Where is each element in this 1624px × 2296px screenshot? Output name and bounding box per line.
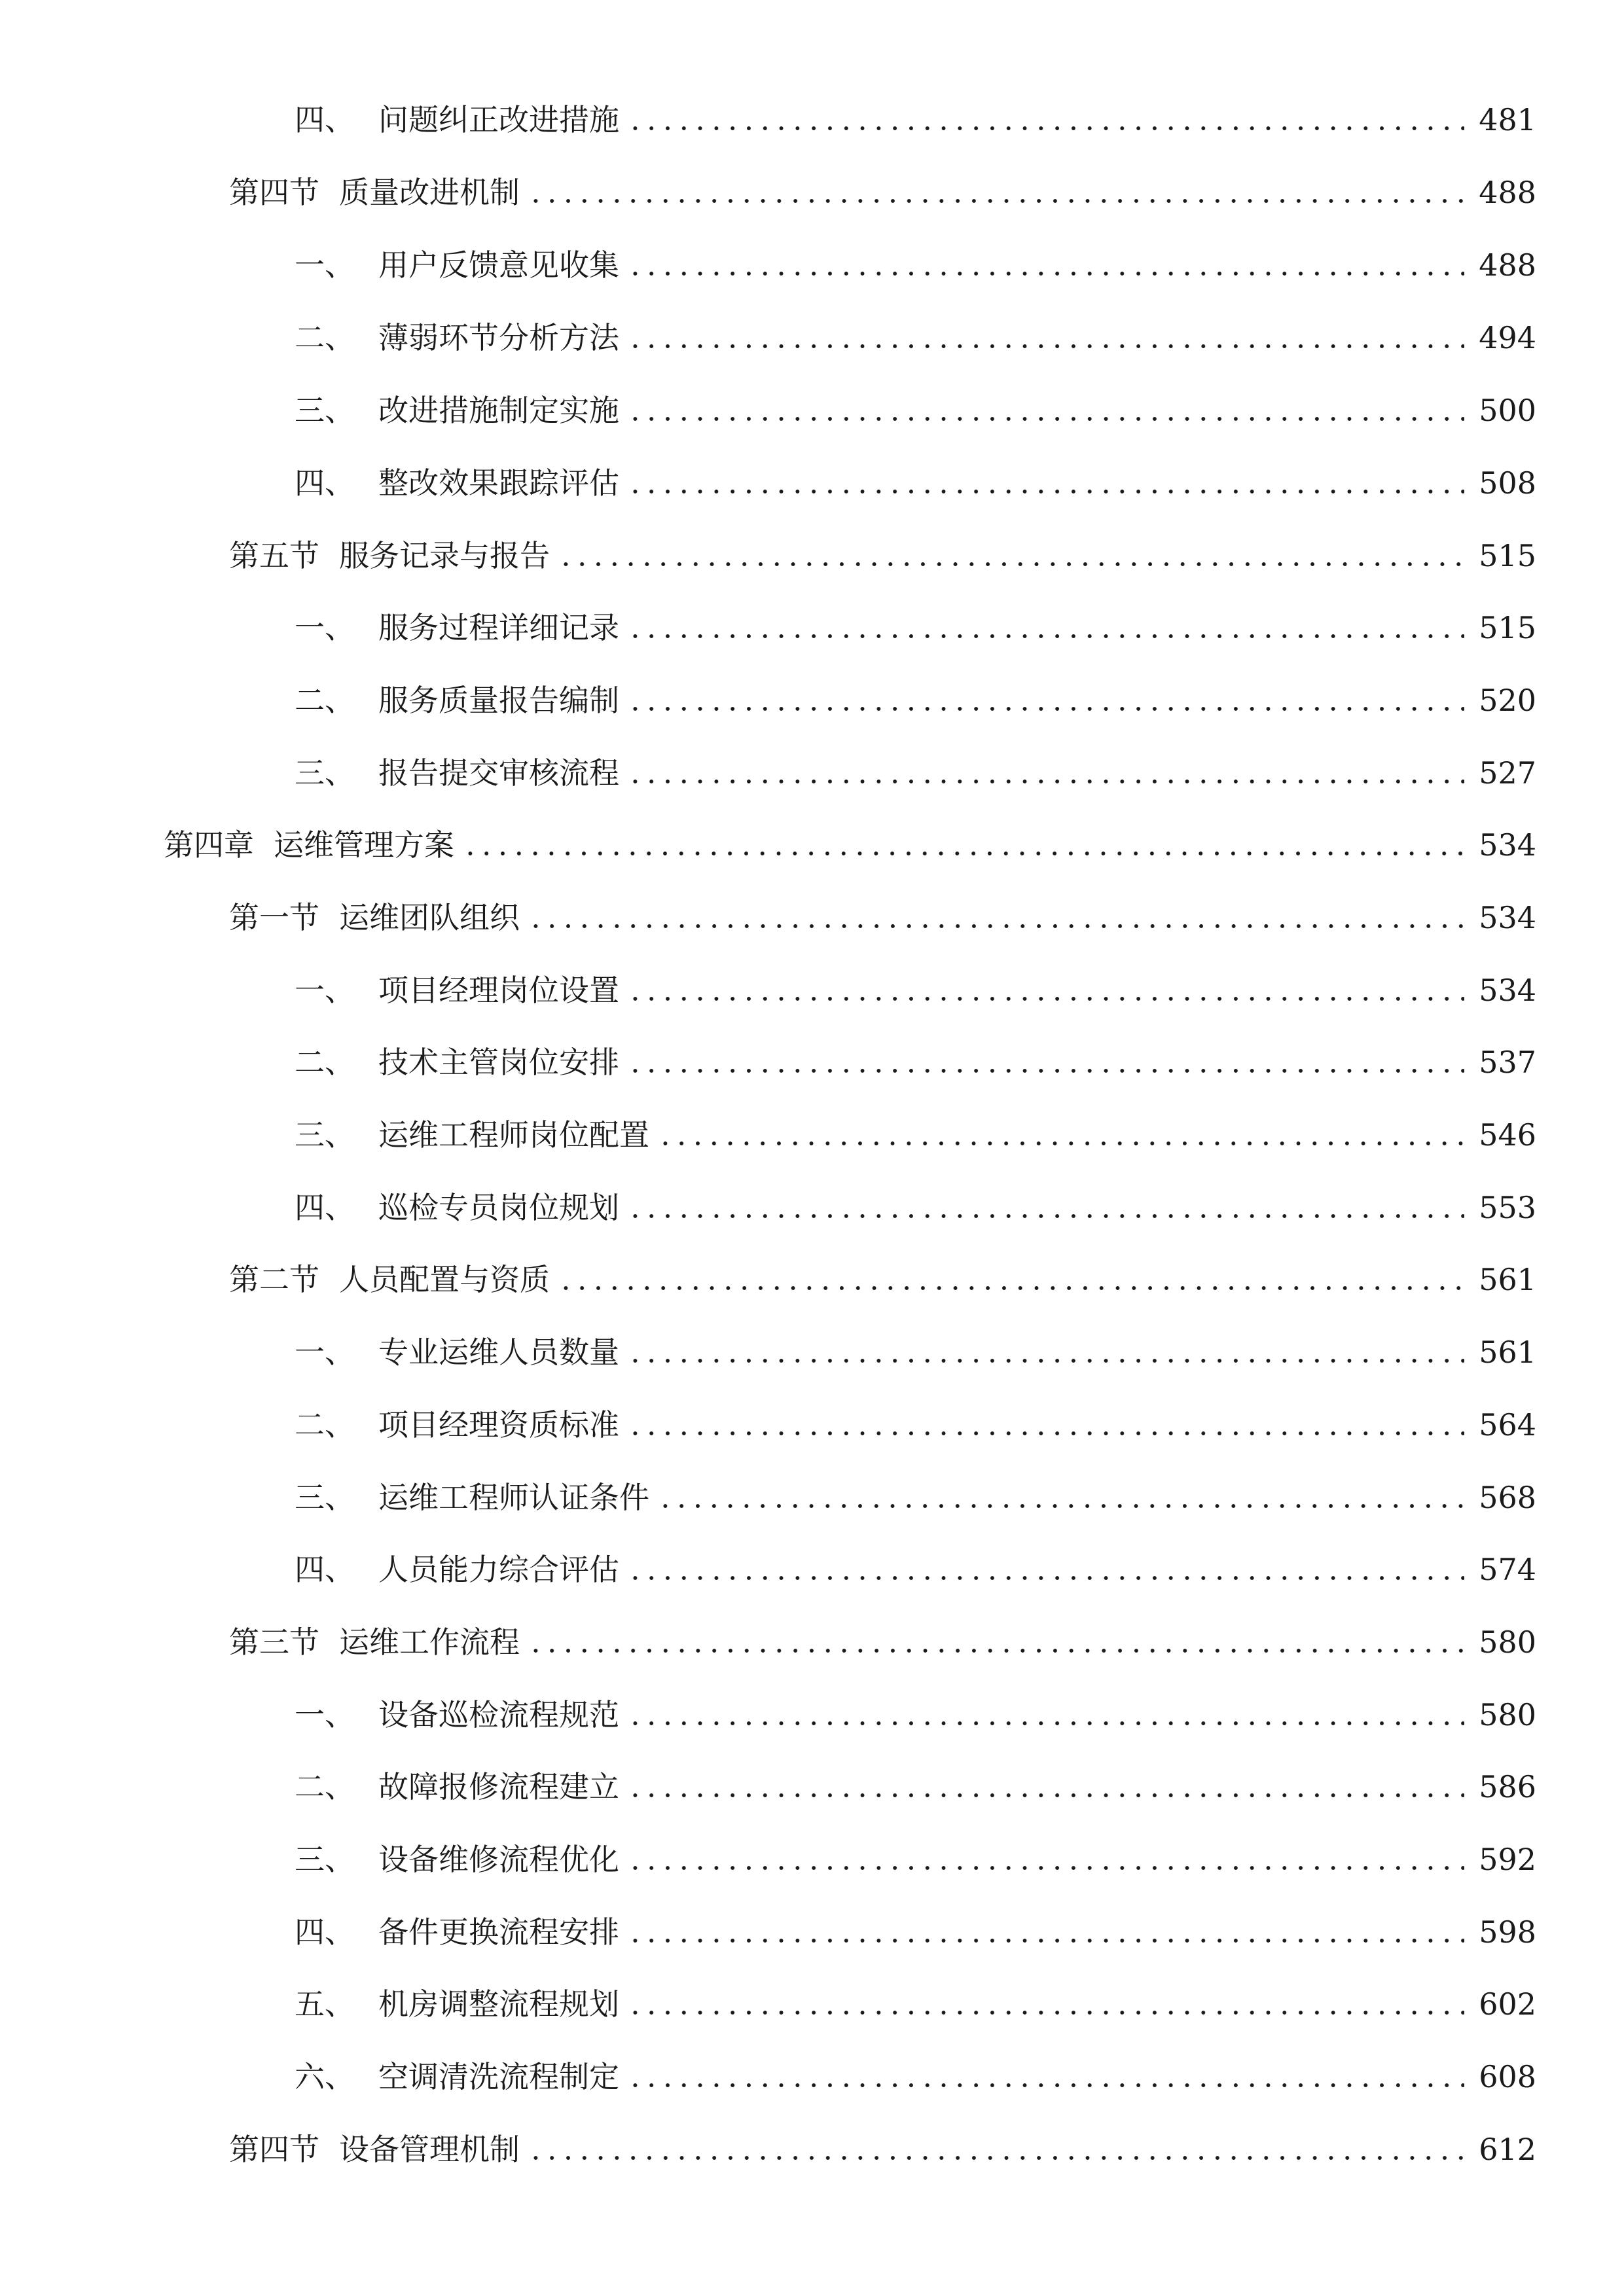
toc-entry[interactable]: [0, 1543, 1624, 1596]
toc-entry-title: 薄弱环节分析方法: [378, 320, 619, 355]
toc-entry-title: 备件更换流程安排: [378, 1914, 619, 1950]
dot-leader: [627, 1357, 1464, 1365]
toc-entry-title: 人员能力综合评估: [378, 1552, 619, 1587]
dot-leader: [528, 2154, 1464, 2162]
toc-entry-number: 第五节: [229, 538, 319, 573]
toc-entry-title: 故障报修流程建立: [378, 1769, 619, 1804]
toc-entry-number: 三、: [295, 1480, 355, 1515]
toc-entry-number: 四、: [295, 1190, 355, 1225]
toc-entry[interactable]: [0, 1833, 1624, 1886]
toc-entry-title: 运维工程师认证条件: [378, 1480, 649, 1515]
toc-entry-page: 488: [1479, 175, 1536, 210]
dot-leader: [462, 850, 1464, 857]
toc-entry-page: 580: [1479, 1697, 1536, 1732]
toc-entry-page: 500: [1479, 393, 1536, 428]
toc-entry-number: 一、: [295, 247, 355, 283]
toc-entry-title: 质量改进机制: [339, 175, 520, 210]
toc-entry-page: 534: [1479, 900, 1536, 935]
toc-entry-page: 580: [1479, 1624, 1536, 1660]
toc-entry-title: 技术主管岗位安排: [378, 1045, 619, 1080]
toc-entry[interactable]: [0, 819, 1624, 871]
toc-entry-number: 一、: [295, 1697, 355, 1732]
toc-entry[interactable]: [0, 239, 1624, 291]
dot-leader: [528, 197, 1464, 205]
toc-entry[interactable]: [0, 1326, 1624, 1378]
toc-entry[interactable]: [0, 601, 1624, 654]
dot-leader: [627, 1067, 1464, 1075]
toc-entry-title: 设备管理机制: [339, 2132, 520, 2167]
toc-entry-page: 515: [1479, 538, 1536, 573]
dot-leader: [627, 705, 1464, 713]
toc-entry[interactable]: [0, 457, 1624, 509]
toc-entry-page: 527: [1479, 755, 1536, 791]
toc-entry-title: 设备维修流程优化: [378, 1842, 619, 1877]
toc-entry-number: 一、: [295, 973, 355, 1008]
toc-entry[interactable]: [0, 1616, 1624, 1668]
toc-entry-title: 人员配置与资质: [339, 1262, 550, 1297]
toc-entry-number: 三、: [295, 755, 355, 791]
toc-entry-number: 一、: [295, 1335, 355, 1370]
toc-entry-title: 专业运维人员数量: [378, 1335, 619, 1370]
toc-entry-title: 报告提交审核流程: [378, 755, 619, 791]
toc-entry-page: 494: [1479, 320, 1536, 355]
dot-leader: [627, 632, 1464, 640]
toc-entry-page: 592: [1479, 1842, 1536, 1877]
toc-entry[interactable]: [0, 2051, 1624, 2103]
toc-entry-title: 巡检专员岗位规划: [378, 1190, 619, 1225]
toc-entry-number: 第四节: [229, 2132, 319, 2167]
toc-entry-number: 四、: [295, 1552, 355, 1587]
toc-entry-title: 问题纠正改进措施: [378, 102, 619, 137]
toc-entry-title: 服务质量报告编制: [378, 683, 619, 718]
toc-entry-title: 项目经理资质标准: [378, 1407, 619, 1443]
toc-entry-page: 508: [1479, 465, 1536, 501]
toc-entry-page: 608: [1479, 2059, 1536, 2094]
toc-entry-page: 561: [1479, 1335, 1536, 1370]
toc-entry-page: 534: [1479, 973, 1536, 1008]
toc-entry-number: 二、: [295, 1045, 355, 1080]
toc-entry-title: 空调清洗流程制定: [378, 2059, 619, 2094]
dot-leader: [627, 415, 1464, 423]
dot-leader: [627, 488, 1464, 495]
toc-entry[interactable]: [0, 1689, 1624, 1741]
toc-entry-title: 用户反馈意见收集: [378, 247, 619, 283]
toc-entry[interactable]: [0, 1978, 1624, 2030]
dot-leader: [627, 1791, 1464, 1799]
dot-leader: [657, 1502, 1464, 1510]
toc-entry[interactable]: [0, 1906, 1624, 1958]
toc-entry[interactable]: [0, 1399, 1624, 1451]
toc-entry-page: 602: [1479, 1986, 1536, 2022]
toc-entry-title: 整改效果跟踪评估: [378, 465, 619, 501]
dot-leader: [627, 1937, 1464, 1945]
toc-entry[interactable]: [0, 166, 1624, 219]
toc-entry-page: 586: [1479, 1769, 1536, 1804]
toc-entry-number: 三、: [295, 1842, 355, 1877]
toc-entry[interactable]: [0, 1471, 1624, 1524]
dot-leader: [627, 1212, 1464, 1220]
toc-entry[interactable]: [0, 384, 1624, 437]
dot-leader: [627, 2081, 1464, 2089]
toc-entry-title: 服务过程详细记录: [378, 610, 619, 645]
toc-entry-page: 534: [1479, 827, 1536, 863]
toc-entry[interactable]: [0, 1761, 1624, 1813]
toc-entry-page: 537: [1479, 1045, 1536, 1080]
toc-entry-page: 488: [1479, 247, 1536, 283]
dot-leader: [558, 1284, 1464, 1292]
toc-entry-page: 612: [1479, 2132, 1536, 2167]
toc-entry-title: 设备巡检流程规范: [378, 1697, 619, 1732]
toc-entry-page: 568: [1479, 1480, 1536, 1515]
toc-entry[interactable]: [0, 312, 1624, 364]
toc-entry[interactable]: [0, 1036, 1624, 1088]
toc-entry-page: 515: [1479, 610, 1536, 645]
toc-entry[interactable]: [0, 964, 1624, 1016]
toc-entry-title: 项目经理岗位设置: [378, 973, 619, 1008]
toc-entry-page: 574: [1479, 1552, 1536, 1587]
toc-entry-number: 第四章: [164, 827, 254, 863]
toc-entry-page: 598: [1479, 1914, 1536, 1950]
toc-entry-title: 运维工作流程: [339, 1624, 520, 1660]
dot-leader: [657, 1139, 1464, 1147]
toc-entry-number: 二、: [295, 320, 355, 355]
toc-entry-page: 553: [1479, 1190, 1536, 1225]
toc-entry-page: 546: [1479, 1117, 1536, 1153]
dot-leader: [627, 1574, 1464, 1582]
toc-entry-number: 第二节: [229, 1262, 319, 1297]
dot-leader: [627, 778, 1464, 785]
toc-entry[interactable]: [0, 529, 1624, 582]
toc-entry[interactable]: [0, 1253, 1624, 1306]
toc-entry-title: 服务记录与报告: [339, 538, 550, 573]
dot-leader: [627, 270, 1464, 278]
toc-entry-number: 三、: [295, 393, 355, 428]
toc-entry-page: 561: [1479, 1262, 1536, 1297]
toc-entry-number: 六、: [295, 2059, 355, 2094]
toc-entry-number: 一、: [295, 610, 355, 645]
dot-leader: [627, 1864, 1464, 1872]
dot-leader: [627, 995, 1464, 1003]
toc-entry-page: 520: [1479, 683, 1536, 718]
toc-entry-number: 二、: [295, 1407, 355, 1443]
toc-entry[interactable]: [0, 674, 1624, 726]
toc-entry[interactable]: [0, 747, 1624, 799]
toc-entry-number: 四、: [295, 102, 355, 137]
toc-entry-number: 第三节: [229, 1624, 319, 1660]
toc-entry-number: 第四节: [229, 175, 319, 210]
dot-leader: [627, 1719, 1464, 1727]
toc-entry[interactable]: [0, 1109, 1624, 1161]
toc-entry-number: 第一节: [229, 900, 319, 935]
toc-entry-number: 二、: [295, 1769, 355, 1804]
toc-entry-number: 五、: [295, 1986, 355, 2022]
toc-entry[interactable]: [0, 94, 1624, 146]
toc-entry-title: 运维工程师岗位配置: [378, 1117, 649, 1153]
toc-entry[interactable]: [0, 2123, 1624, 2176]
toc-entry-title: 改进措施制定实施: [378, 393, 619, 428]
dot-leader: [627, 1429, 1464, 1437]
dot-leader: [558, 560, 1464, 568]
toc-entry[interactable]: [0, 891, 1624, 944]
dot-leader: [528, 1647, 1464, 1655]
toc-entry-number: 三、: [295, 1117, 355, 1153]
toc-entry-number: 二、: [295, 683, 355, 718]
toc-entry[interactable]: [0, 1181, 1624, 1234]
toc-entry-number: 四、: [295, 1914, 355, 1950]
dot-leader: [627, 2009, 1464, 2017]
toc-entry-title: 运维管理方案: [274, 827, 454, 863]
toc-entry-page: 481: [1479, 102, 1536, 137]
dot-leader: [627, 124, 1464, 132]
toc-entry-title: 运维团队组织: [339, 900, 520, 935]
toc-entry-title: 机房调整流程规划: [378, 1986, 619, 2022]
dot-leader: [528, 922, 1464, 930]
dot-leader: [627, 342, 1464, 350]
toc-entry-page: 564: [1479, 1407, 1536, 1443]
toc-entry-number: 四、: [295, 465, 355, 501]
